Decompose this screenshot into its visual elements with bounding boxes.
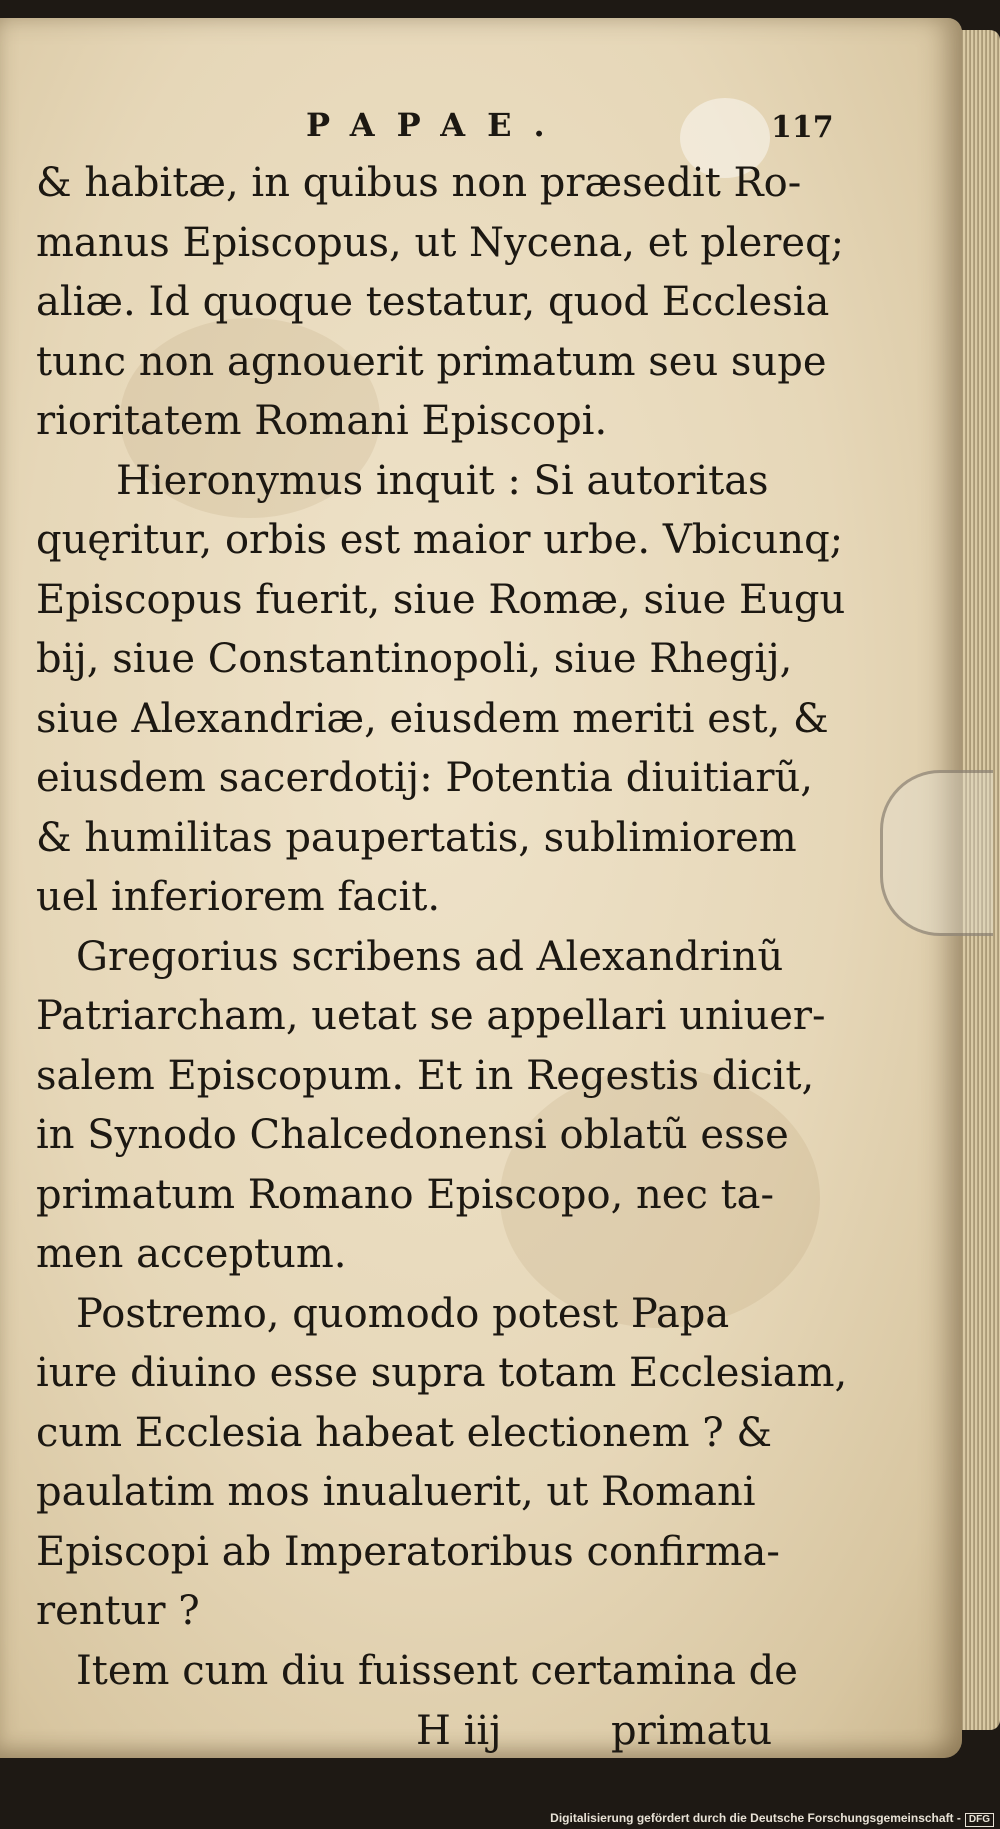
text-line: Postremo, quomodo potest Papa — [76, 1290, 730, 1337]
text-line: salem Episcopum. Et in Regestis dicit, — [36, 1052, 815, 1099]
digitization-credit — [550, 1811, 994, 1827]
text-line: rentur ? — [36, 1588, 200, 1634]
text-line: & humilitas paupertatis, sublimiorem — [36, 814, 797, 861]
text-line: uel inferiorem facit. — [36, 874, 441, 920]
text-line: iure diuino esse supra totam Ecclesiam, — [36, 1350, 848, 1396]
text-block — [36, 100, 848, 1761]
text-line: bij, siue Constantinopoli, siue Rhegij, — [36, 636, 793, 682]
text-line: Item cum diu fuissent certamina de — [76, 1647, 798, 1694]
text-line: Hieronymus inquit : Si autoritas — [116, 457, 769, 504]
page-header — [36, 100, 834, 154]
text-line: rioritatem Romani Episcopi. — [36, 398, 608, 444]
text-line: quęritur, orbis est maior urbe. Vbicunq; — [36, 517, 844, 563]
page-number: 117 — [771, 110, 834, 145]
text-line: Episcopus fuerit, siue Romæ, siue Eugu — [36, 576, 846, 623]
text-line: eiusdem sacerdotij: Potentia diuitiarũ, — [36, 755, 813, 801]
text-line: Patriarcham, uetat se appellari uniuer- — [36, 993, 826, 1039]
text-line: siue Alexandriæ, eiusdem meriti est, & — [36, 695, 829, 742]
page-clip — [880, 770, 993, 936]
text-line: primatum Romano Episcopo, nec ta- — [36, 1171, 775, 1218]
running-head: PAPAE. — [306, 106, 567, 144]
text-line: & habitæ, in quibus non præsedit Ro- — [36, 160, 802, 206]
text-line: aliæ. Id quoque testatur, quod Ecclesia — [36, 279, 830, 325]
text-line: tunc non agnouerit primatum seu supe — [36, 338, 827, 385]
text-line: in Synodo Chalcedonensi oblatũ esse — [36, 1112, 789, 1158]
text-line: paulatim mos inualuerit, ut Romani — [36, 1469, 756, 1515]
book-page — [0, 18, 962, 1758]
text-line: cum Ecclesia habeat electionem ? & — [36, 1409, 773, 1456]
text-line: manus Episcopus, ut Nycena, et plereq; — [36, 219, 845, 266]
text-line: men acceptum. — [36, 1231, 347, 1277]
text-line: Episcopi ab Imperatoribus confirma- — [36, 1528, 780, 1575]
catchword: primatu — [611, 1708, 773, 1754]
text-line: Gregorius scribens ad Alexandrinũ — [76, 933, 784, 980]
credit-text: Digitalisierung gefördert durch die Deutsche Forschungsgemeinschaft - — [550, 1811, 961, 1825]
page-footer — [36, 1701, 816, 1761]
signature-mark: H iij — [416, 1708, 502, 1754]
dfg-logo-icon: DFG — [965, 1813, 994, 1827]
